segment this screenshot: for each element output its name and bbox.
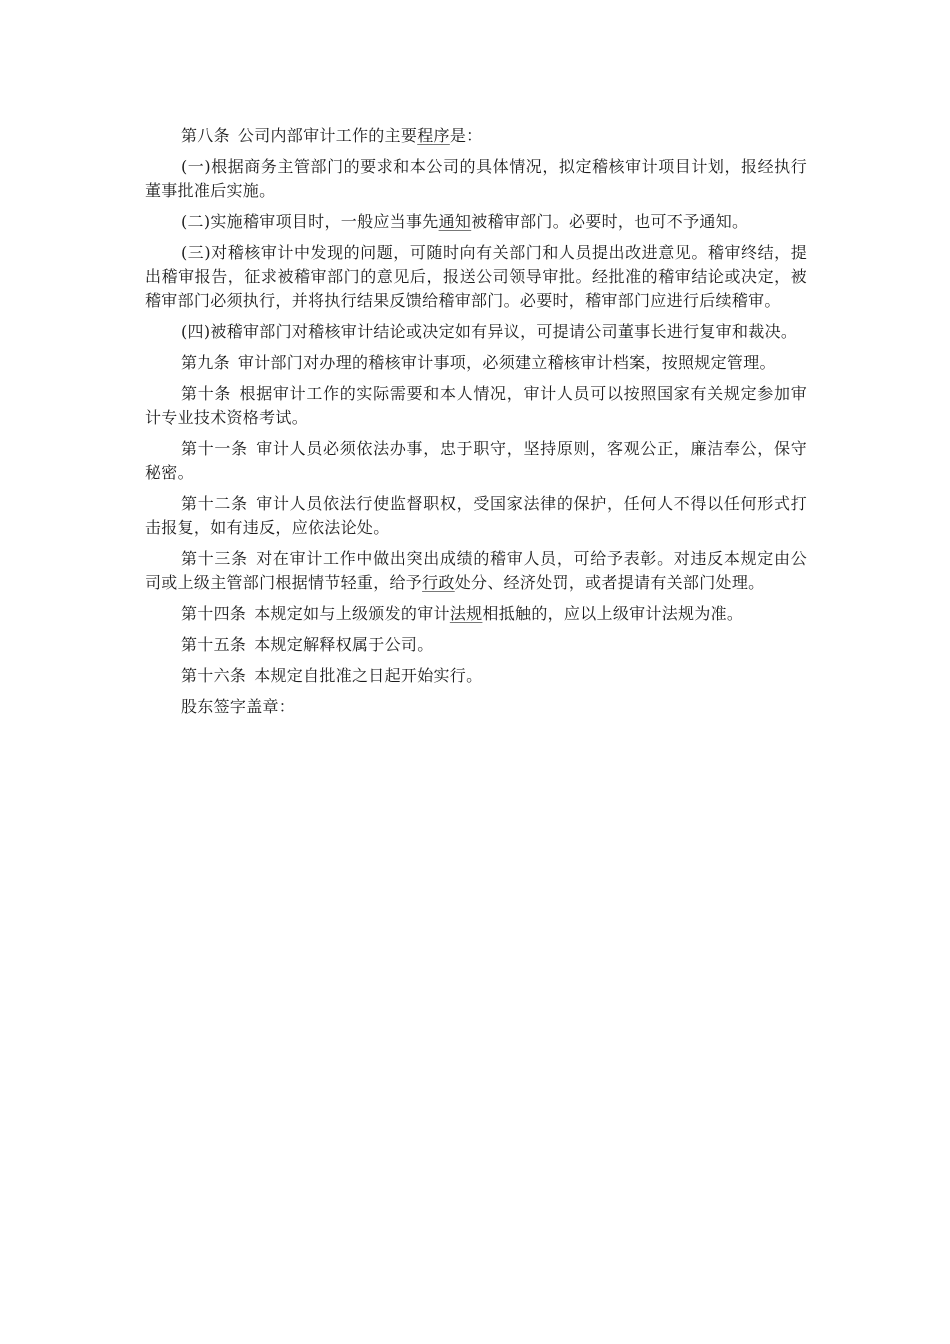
article-10-heading: 第十条 bbox=[181, 384, 232, 403]
regulations-link[interactable]: 法规 bbox=[449, 604, 483, 623]
item-2-text-end: 被稽审部门。必要时，也可不予通知。 bbox=[471, 212, 749, 231]
procedure-link[interactable]: 程序 bbox=[417, 126, 450, 145]
article-10-text: 根据审计工作的实际需要和本人情况，审计人员可以按照国家有关规定参加审计专业技术资格考试。 bbox=[145, 384, 807, 427]
article-13 bbox=[145, 547, 807, 595]
article-12-heading: 第十二条 bbox=[181, 494, 248, 513]
article-8-item-2 bbox=[145, 210, 807, 234]
article-16-text: 本规定自批准之日起开始实行。 bbox=[254, 666, 483, 685]
article-8-text-end: 是： bbox=[449, 126, 483, 145]
article-8-item-3: (三)对稽核审计中发现的问题，可随时向有关部门和人员提出改进意见。稽审终结，提出稽审报告，征求被稽审部门的意见后，报送公司领导审批。经批准的稽审结论或决定，被稽审部门必须执行，并将执行结果反馈给稽审部门。必要时，稽审部门应进行后续稽审。 bbox=[145, 243, 807, 310]
article-11-heading: 第十一条 bbox=[181, 439, 248, 458]
article-15-heading: 第十五条 bbox=[181, 635, 247, 654]
signature-label: 股东签字盖章： bbox=[181, 697, 296, 716]
article-14-heading: 第十四条 bbox=[181, 604, 247, 623]
article-11 bbox=[145, 437, 807, 485]
article-8-item-1: (一)根据商务主管部门的要求和本公司的具体情况，拟定稽核审计项目计划，报经执行董事批准后实施。 bbox=[145, 157, 807, 200]
article-10 bbox=[145, 382, 807, 430]
item-2-text: (二)实施稽审项目时，一般应当事先 bbox=[181, 212, 439, 231]
article-8 bbox=[145, 124, 807, 148]
article-15-text: 本规定解释权属于公司。 bbox=[254, 635, 434, 654]
article-14 bbox=[145, 602, 807, 626]
article-16-heading: 第十六条 bbox=[181, 666, 247, 685]
article-14-text: 本规定如与上级颁发的审计 bbox=[254, 604, 450, 623]
article-12-text: 审计人员依法行使监督职权，受国家法律的保护，任何人不得以任何形式打击报复，如有违反，应依法论处。 bbox=[145, 494, 807, 537]
article-15 bbox=[145, 633, 807, 657]
notice-link[interactable]: 通知 bbox=[438, 212, 472, 231]
article-13-text: 对在审计工作中做出突出成绩的稽审人员，可给予表彰。对违反本规定由公司或上级主管部门根据情节轻重，给予 bbox=[145, 549, 807, 592]
document-body bbox=[145, 124, 807, 726]
article-8-text: 公司内部审计工作的主要 bbox=[237, 126, 418, 145]
article-11-text: 审计人员必须依法办事，忠于职守，坚持原则，客观公正，廉洁奉公，保守秘密。 bbox=[145, 439, 807, 482]
article-9 bbox=[145, 351, 807, 375]
article-14-text-end: 相抵触的，应以上级审计法规为准。 bbox=[482, 604, 744, 623]
article-13-heading: 第十三条 bbox=[181, 549, 248, 568]
article-8-item-4: (四)被稽审部门对稽核审计结论或决定如有异议，可提请公司董事长进行复审和裁决。 bbox=[181, 322, 798, 341]
article-13-text-end: 处分、经济处罚，或者提请有关部门处理。 bbox=[454, 573, 765, 592]
article-9-heading: 第九条 bbox=[181, 353, 230, 372]
administrative-link[interactable]: 行政 bbox=[422, 573, 455, 592]
article-9-text: 审计部门对办理的稽核审计事项，必须建立稽核审计档案，按照规定管理。 bbox=[237, 353, 776, 372]
article-8-heading: 第八条 bbox=[181, 126, 230, 145]
article-16 bbox=[145, 664, 807, 688]
article-12 bbox=[145, 492, 807, 540]
